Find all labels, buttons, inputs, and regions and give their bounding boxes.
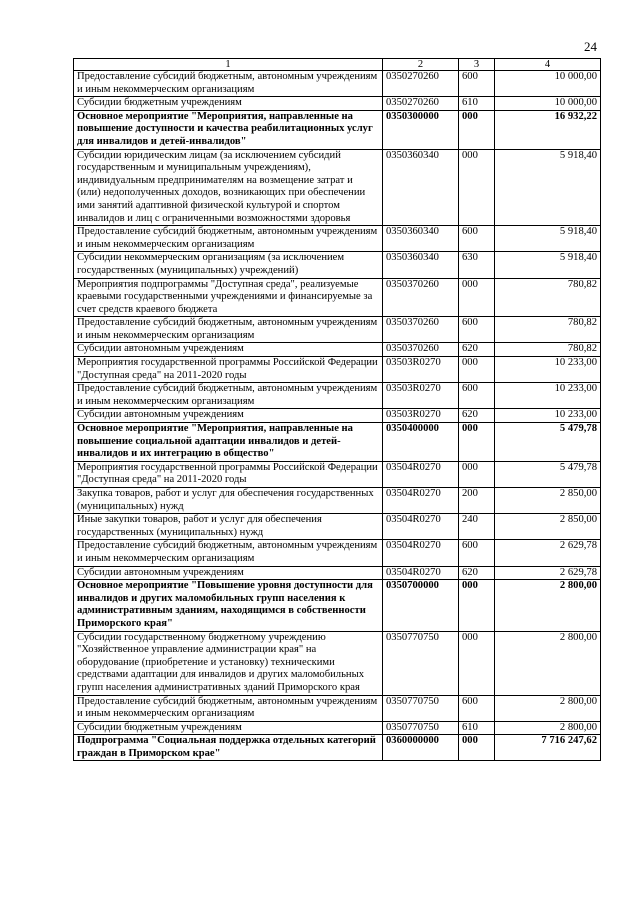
row-code: 0350770750 — [383, 721, 459, 735]
row-name: Основное мероприятие "Мероприятия, направленные на повышение доступности и качества реабилитационных услуг для инвалидов и детей-инвалидов" — [74, 110, 383, 149]
row-name: Предоставление субсидий бюджетным, автономным учреждениям и иным некоммерческим организациям — [74, 383, 383, 409]
row-code: 0350770750 — [383, 695, 459, 721]
row-expense-type: 600 — [459, 71, 495, 97]
row-code: 0350700000 — [383, 580, 459, 631]
row-expense-type: 240 — [459, 514, 495, 540]
row-expense-type: 620 — [459, 343, 495, 357]
row-code: 03504R0270 — [383, 566, 459, 580]
table-row — [74, 566, 601, 580]
row-code: 0350400000 — [383, 423, 459, 462]
row-expense-type: 000 — [459, 461, 495, 487]
row-name: Мероприятия государственной программы Российской Федерации "Доступная среда" на 2011-2020 годы — [74, 461, 383, 487]
table-row — [74, 71, 601, 97]
row-name: Субсидии юридическим лицам (за исключением субсидий государственным и муниципальным учреждениям), индивидуальным предпринимателям на возмещение затрат и (или) недополученных доходов, возникающих при обеспечении ими занятий адаптивной физической культурой и спортом инвалидов и лиц с ограниченными возможностями здоровья — [74, 149, 383, 226]
row-code: 03503R0270 — [383, 357, 459, 383]
table-row — [74, 514, 601, 540]
row-amount: 5 479,78 — [495, 461, 601, 487]
row-expense-type: 600 — [459, 383, 495, 409]
row-amount: 2 629,78 — [495, 566, 601, 580]
table-row — [74, 695, 601, 721]
row-expense-type: 000 — [459, 357, 495, 383]
row-name: Субсидии автономным учреждениям — [74, 566, 383, 580]
row-amount: 10 233,00 — [495, 357, 601, 383]
row-expense-type: 200 — [459, 488, 495, 514]
row-amount: 5 918,40 — [495, 252, 601, 278]
row-name: Предоставление субсидий бюджетным, автономным учреждениям и иным некоммерческим организациям — [74, 71, 383, 97]
row-amount: 10 000,00 — [495, 71, 601, 97]
row-expense-type: 000 — [459, 149, 495, 226]
row-code: 03503R0270 — [383, 383, 459, 409]
row-amount: 10 233,00 — [495, 409, 601, 423]
row-name: Основное мероприятие "Повышение уровня доступности для инвалидов и других маломобильных групп населения к административным зданиям, находящимся в собственности Приморского края" — [74, 580, 383, 631]
row-name: Основное мероприятие "Мероприятия, направленные на повышение социальной адаптации инвалидов и детей-инвалидов и их интеграцию в общество" — [74, 423, 383, 462]
row-expense-type: 610 — [459, 721, 495, 735]
page-number: 24 — [584, 39, 597, 54]
table-row — [74, 580, 601, 631]
row-code: 0360000000 — [383, 735, 459, 761]
row-amount: 7 716 247,62 — [495, 735, 601, 761]
table-row — [74, 252, 601, 278]
row-amount: 5 479,78 — [495, 423, 601, 462]
row-code: 0350270260 — [383, 97, 459, 111]
row-expense-type: 600 — [459, 226, 495, 252]
table-row — [74, 423, 601, 462]
row-code: 0350370260 — [383, 343, 459, 357]
row-name: Предоставление субсидий бюджетным, автономным учреждениям и иным некоммерческим организациям — [74, 695, 383, 721]
table-row — [74, 540, 601, 566]
row-amount: 2 850,00 — [495, 488, 601, 514]
table-row — [74, 631, 601, 695]
row-amount: 2 850,00 — [495, 514, 601, 540]
row-code: 0350360340 — [383, 226, 459, 252]
row-expense-type: 000 — [459, 580, 495, 631]
table-row — [74, 461, 601, 487]
row-name: Субсидии бюджетным учреждениям — [74, 97, 383, 111]
table-row — [74, 409, 601, 423]
row-amount: 10 000,00 — [495, 97, 601, 111]
row-amount: 780,82 — [495, 343, 601, 357]
row-expense-type: 600 — [459, 317, 495, 343]
row-amount: 10 233,00 — [495, 383, 601, 409]
table-row — [74, 278, 601, 317]
row-expense-type: 000 — [459, 278, 495, 317]
row-name: Предоставление субсидий бюджетным, автономным учреждениям и иным некоммерческим организациям — [74, 317, 383, 343]
row-code: 03504R0270 — [383, 540, 459, 566]
row-name: Подпрограмма "Социальная поддержка отдельных категорий граждан в Приморском крае" — [74, 735, 383, 761]
row-expense-type: 000 — [459, 631, 495, 695]
row-expense-type: 620 — [459, 409, 495, 423]
row-code: 0350360340 — [383, 149, 459, 226]
header-col-2: 2 — [383, 59, 459, 71]
row-amount: 2 629,78 — [495, 540, 601, 566]
row-code: 0350370260 — [383, 278, 459, 317]
table-row — [74, 343, 601, 357]
row-amount: 2 800,00 — [495, 631, 601, 695]
row-name: Предоставление субсидий бюджетным, автономным учреждениям и иным некоммерческим организациям — [74, 226, 383, 252]
row-name: Иные закупки товаров, работ и услуг для обеспечения государственных (муниципальных) нужд — [74, 514, 383, 540]
row-expense-type: 600 — [459, 695, 495, 721]
row-name: Субсидии государственному бюджетному учреждению "Хозяйственное управление администрации края" на оборудование (приобретение и установку) техническими средствами адаптации для инвалидов и других маломобильных групп населения административных зданий Приморского края — [74, 631, 383, 695]
row-expense-type: 630 — [459, 252, 495, 278]
row-expense-type: 600 — [459, 540, 495, 566]
row-amount: 2 800,00 — [495, 721, 601, 735]
row-name: Мероприятия государственной программы Российской Федерации "Доступная среда" на 2011-2020 годы — [74, 357, 383, 383]
row-code: 0350770750 — [383, 631, 459, 695]
row-code: 0350300000 — [383, 110, 459, 149]
row-amount: 780,82 — [495, 317, 601, 343]
row-expense-type: 620 — [459, 566, 495, 580]
row-name: Субсидии бюджетным учреждениям — [74, 721, 383, 735]
row-code: 0350360340 — [383, 252, 459, 278]
table-row — [74, 488, 601, 514]
row-code: 0350370260 — [383, 317, 459, 343]
table-row — [74, 735, 601, 761]
row-amount: 5 918,40 — [495, 149, 601, 226]
row-expense-type: 000 — [459, 735, 495, 761]
row-name: Предоставление субсидий бюджетным, автономным учреждениям и иным некоммерческим организациям — [74, 540, 383, 566]
header-col-4: 4 — [495, 59, 601, 71]
row-amount: 2 800,00 — [495, 580, 601, 631]
table-row — [74, 97, 601, 111]
table-row — [74, 110, 601, 149]
row-name: Мероприятия подпрограммы "Доступная среда", реализуемые краевыми государственными учреждениями и финансируемые за счет средств краевого бюджета — [74, 278, 383, 317]
row-name: Закупка товаров, работ и услуг для обеспечения государственных (муниципальных) нужд — [74, 488, 383, 514]
table-row — [74, 317, 601, 343]
row-code: 0350270260 — [383, 71, 459, 97]
row-amount: 5 918,40 — [495, 226, 601, 252]
row-expense-type: 000 — [459, 110, 495, 149]
row-name: Субсидии автономным учреждениям — [74, 343, 383, 357]
row-name: Субсидии некоммерческим организациям (за исключением государственных (муниципальных) учреждений) — [74, 252, 383, 278]
row-name: Субсидии автономным учреждениям — [74, 409, 383, 423]
table-row — [74, 226, 601, 252]
row-code: 03504R0270 — [383, 461, 459, 487]
table-row — [74, 357, 601, 383]
row-code: 03503R0270 — [383, 409, 459, 423]
row-amount: 780,82 — [495, 278, 601, 317]
table-row — [74, 721, 601, 735]
budget-table — [73, 58, 601, 761]
header-col-1: 1 — [74, 59, 383, 71]
row-amount: 2 800,00 — [495, 695, 601, 721]
row-code: 03504R0270 — [383, 514, 459, 540]
table-body — [74, 71, 601, 761]
table-row — [74, 383, 601, 409]
header-col-3: 3 — [459, 59, 495, 71]
table-row — [74, 149, 601, 226]
row-code: 03504R0270 — [383, 488, 459, 514]
header-row — [74, 59, 601, 71]
row-expense-type: 610 — [459, 97, 495, 111]
row-expense-type: 000 — [459, 423, 495, 462]
row-amount: 16 932,22 — [495, 110, 601, 149]
